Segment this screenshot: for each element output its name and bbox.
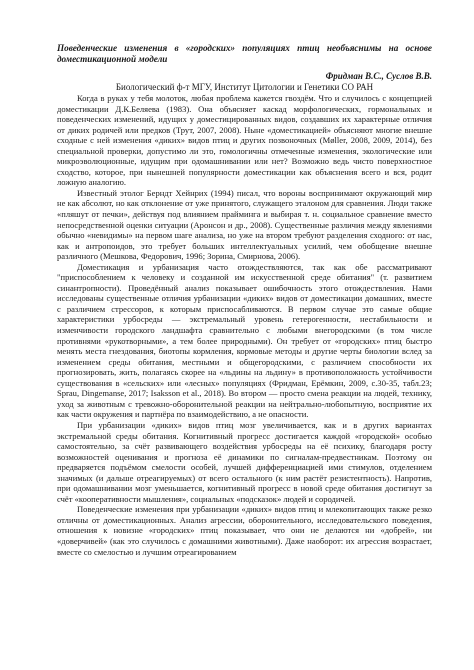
page-content: [57, 43, 432, 557]
paper-authors: Фридман В.С., Суслов В.В.: [325, 71, 432, 81]
paper-affiliation: Биологический ф-т МГУ, Институт Цитологии и Генетики СО РАН: [115, 82, 374, 92]
paragraph-4: При урбанизации «диких» видов птиц мозг увеличивается, как и в других вариантах экстремальной среды обитания. Когнитивный прогресс достигается каждой «городской» особью самостоятельно, за счёт развивающего воздействия урбосреды на её психику, благодаря росту возможностей оценивания и прогноза её динамики по сигналам-предвестникам. Поэтому он предваряется подъёмом смелости особей, лучшей дифференциацией ими стимулов, отделением значимых (и дальше отреагируемых) от всего остального (к ним растёт резистентность). Напротив, при одомашнивании мозг уменьшается, когнитивный прогресс в новой среде обитания достигнут за счёт «кооперативности мышления», социальных «подсказок» людей и сородичей.: [57, 419, 432, 504]
paragraph-3: Доместикация и урбанизация часто отождествляются, так как обе рассматривают "приспособлением к человеку и созданной им искусственной среде обитания" (т. развитием синантропности). Проведённый анализ показывает ошибочность этого отождествления. Нами исследованы существенные отличия урбанизации «диких» видов от доместикации домашних, вместе с различием стрессоров, к которым приспосабливаются. В первом случае это самые общие характеристики урбосреды — экстремальный уровень гетерогенности, нестабильности и изменчивости городского ландшафта сравнительно с любыми внегородскими (в том числе противнями «рукотворными», а тем более природными). Он требует от «городских» птиц быстро менять места гнездования, биотопы кормления, кормовые методы и другие черты биологии вслед за изменением среды обитания, местными и общегородскими, с различием способности их прогнозировать, жить, полагаясь скорее на «льдины на льдину» в противоположность устойчивости существования в «сельских» или «лесных» популяциях (Фридман, Ерёмкин, 2009, с.30-35, табл.23; Sprau, Dingemanse, 2017; Isaksson et al., 2018). Во втором — просто смена реакции на людей, технику, уход за животным с тревожно-оборонительной реакции на нейтрально-любопытную, восприятие их как части окружения и партнёра по взаимодействию, а не опасности.: [57, 261, 432, 420]
paragraph-2: Известный этолог Берндт Хейнрих (1994) писал, что вороны воспринимают окружающий мир не как абсолют, но как отклонение от уже принятого, служащего эталоном для сравнения. Люди также «пляшут от печки», действуя под влиянием прайминга и выбирая т. н. социальное сравнение вместо непосредственной оценки ситуации (Аронсон и др., 2008). Существенные различия между явлениями обычно «невидимы» на первом шаге анализа, но уже на втором требуют разделения сходного: от нас, как и антропоидов, это требует больших интеллектуальных усилий, чем обобщение внешне различного (Мешкова, Федорович, 1996; Зорина, Смирнова, 2006).: [57, 187, 432, 262]
paper-title: Поведенческие изменения в «городских» популяциях птиц необъяснимы на основе доместикационной модели: [57, 43, 432, 64]
paragraph-1: Когда в руках у тебя молоток, любая проблема кажется гвоздём. Что и случилось с концепцией доместикации Д.К.Беляева (1983). Она объясняет каскад морфологических, гормональных и поведенческих изменений, идущих у доместицированных видов, создавших их характерные отличия от диких родичей или предков (Трут, 2007, 2008). Ныне «доместикацией» объясняют многие внешне сходные с ней изменения «диких» видов птиц и других позвоночных (Møller, 2008, 2009, 2014), без специальной проверки, допустимо ли это, гомологичны отмеченные изменения, экологические или микроэволюционные, идущим при одомашнивании или нет? Возможно ведь чисто поверхностное сходство, которое, при нынешней популярности доместикации как объяснения всего и вся, родит ложную аналогию.: [57, 93, 432, 188]
paragraph-5: Поведенческие изменения при урбанизации «диких» видов птиц и млекопитающих также резко отличны от доместикационных. Анализ агрессии, оборонительного, исследовательского поведения, отношения к новизне «городских» птиц показывает, что они не делаются ни «добрей», ни «доверчивей» (как это случилось с домашними животными). Даже наоборот: их агрессия возрастает, вместе со смелостью и лучшим отреагированием: [57, 504, 432, 557]
